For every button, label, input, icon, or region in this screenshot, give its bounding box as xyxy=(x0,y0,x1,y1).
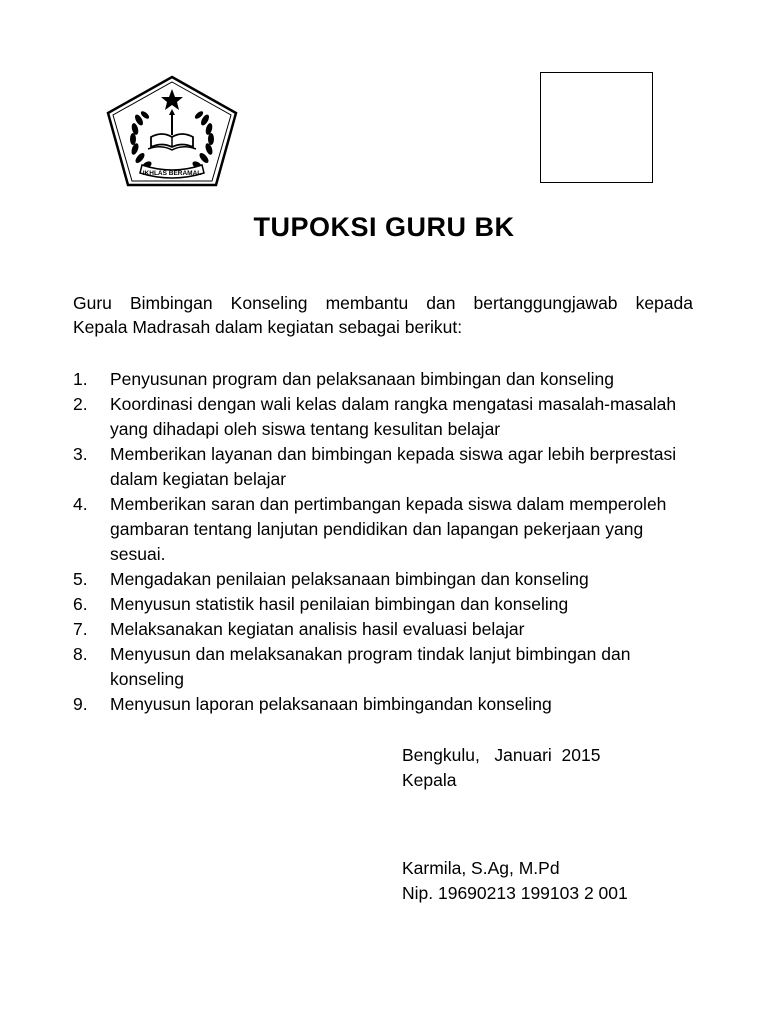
photo-placeholder-box xyxy=(540,72,653,183)
list-item xyxy=(73,592,693,617)
list-item xyxy=(73,392,693,442)
document-title: TUPOKSI GURU BK xyxy=(253,212,515,242)
list-item-number: 9. xyxy=(73,694,88,714)
ministry-emblem-logo xyxy=(106,75,238,187)
list-item-text: Melaksanakan kegiatan analisis hasil evaluasi belajar xyxy=(110,619,525,639)
list-item-text: Memberikan saran dan pertimbangan kepada siswa dalam memperoleh gambaran tentang lanjutan pendidikan dan lapangan pekerjaan yang sesuai. xyxy=(110,494,667,564)
list-item-number: 6. xyxy=(73,594,88,614)
list-item-text: Menyusun laporan pelaksanaan bimbingandan konseling xyxy=(110,694,552,714)
duty-list xyxy=(73,367,693,717)
list-item xyxy=(73,642,693,692)
intro-paragraph xyxy=(73,291,693,339)
list-item-text: Mengadakan penilaian pelaksanaan bimbingan dan konseling xyxy=(110,569,589,589)
list-item xyxy=(73,692,693,717)
list-item-text: Memberikan layanan dan bimbingan kepada siswa agar lebih berprestasi dalam kegiatan belajar xyxy=(110,444,677,489)
list-item-text: Koordinasi dengan wali kelas dalam rangka mengatasi masalah-masalah yang dihadapi oleh siswa tentang kesulitan belajar xyxy=(110,394,677,439)
signer-nip: Nip. 19690213 199103 2 001 xyxy=(402,883,628,903)
signer-position: Kepala xyxy=(402,770,457,790)
list-item-text: Menyusun statistik hasil penilaian bimbingan dan konseling xyxy=(110,594,569,614)
list-item xyxy=(73,567,693,592)
signature-block xyxy=(402,743,628,906)
intro-line-2: Kepala Madrasah dalam kegiatan sebagai berikut: xyxy=(73,317,463,337)
list-item-number: 8. xyxy=(73,644,88,664)
intro-line-1: Guru Bimbingan Konseling membantu dan bertanggungjawab kepada xyxy=(73,293,693,313)
list-item xyxy=(73,367,693,392)
list-item xyxy=(73,492,693,567)
list-item-number: 3. xyxy=(73,444,88,464)
list-item-text: Penyusunan program dan pelaksanaan bimbingan dan konseling xyxy=(110,369,614,389)
list-item xyxy=(73,442,693,492)
list-item-number: 5. xyxy=(73,569,88,589)
list-item-number: 2. xyxy=(73,394,88,414)
place-date: Bengkulu, Januari 2015 xyxy=(402,745,601,765)
signer-name: Karmila, S.Ag, M.Pd xyxy=(402,858,560,878)
list-item-text: Menyusun dan melaksanakan program tindak lanjut bimbingan dan konseling xyxy=(110,644,631,689)
list-item-number: 7. xyxy=(73,619,88,639)
svg-text:IKHLAS BERAMAL: IKHLAS BERAMAL xyxy=(142,170,202,177)
list-item xyxy=(73,617,693,642)
list-item-number: 1. xyxy=(73,369,88,389)
list-item-number: 4. xyxy=(73,494,88,514)
